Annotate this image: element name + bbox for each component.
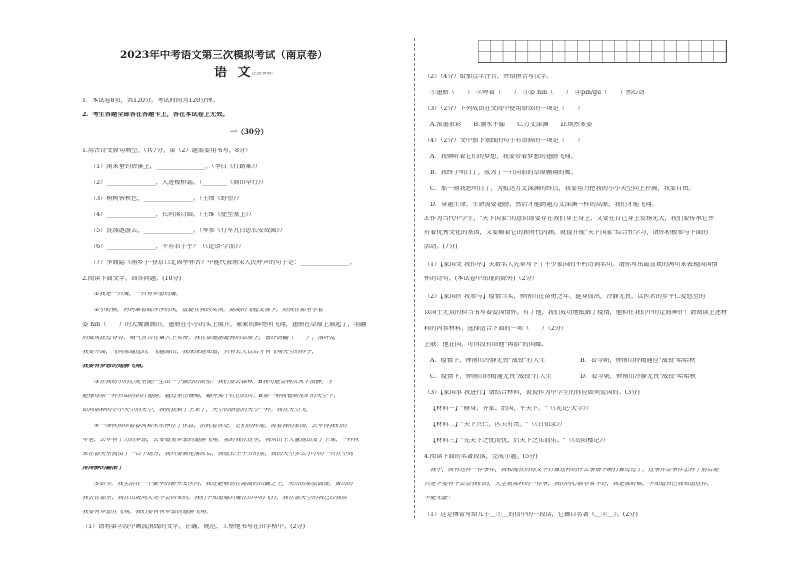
q1-item-4: （4）________________，长河落日圆。（王维《使至塞上》） bbox=[90, 212, 255, 218]
passage-para-2-line-4: 我要升高，飞向那遥远的，飞越高山，我深深地知道，只有长大以后才有飞翔天空的样子， bbox=[82, 350, 318, 355]
passage-para-1: ①我是一只鹰，一只有梦想的鹰。 bbox=[94, 292, 182, 297]
passage-para-2-line-3: 的微风抚过脊背，哦气宣告在巢穴上头哥，我在那遨游旋转的草原上，看纤纷翩（ ），落叶乱 bbox=[82, 336, 336, 341]
r-q4-option-c: C．那一刻我想明白了，为抵达万丈深渊的终点，我要用力把我的小小天空向上扑腾，我要自由。 bbox=[430, 186, 695, 192]
r-q2-row: ①翅膀（ ） ②哼着（ ） ③姿 hìn（ ） ④pǐn/gū（ ）然心动 bbox=[430, 90, 645, 96]
q3-part-3: （3）【家国事 我进行】请结合材料，说说作为中学生的你应如何爱国的。(3分) bbox=[424, 390, 640, 396]
r-q4-option-a: A．我倾听着它们的梦想，我要带着梦想的翅膀飞翔。 bbox=[430, 154, 577, 160]
passage-para-2-line-5: 我要有梦想的翅膀飞翔。 bbox=[82, 364, 147, 369]
r-q4-option-d: D．穿越生命，生命需要翅膀，然后才能跨越万丈深渊一样的高原，我们才能飞翔。 bbox=[430, 202, 658, 208]
material-1: 【材料一】"修身、齐家、治国、平天下。"（《礼记·大学》） bbox=[430, 406, 593, 412]
q3-stem: 3.作为当代中学生，"天下国家"的意识即要存在我们身上身上，又要在自己身上发扬光大，我们要传承它并 bbox=[424, 216, 715, 222]
passage-para-5-line-2: 我去在那里，我在山坡向人类不会回来的，我们不知道哪只鹰在山中的飞行，我在那天空的我已经我给 bbox=[82, 496, 348, 501]
subject-title: 语 文 bbox=[214, 66, 254, 79]
q1-stem: 1.用古诗文原句填空。（共7分，第（2）题需要用书写，8分） bbox=[82, 148, 252, 154]
q1-item-6: （6）________________，不亦君子乎？（《论语·学而》） bbox=[90, 244, 245, 250]
passage-para-4-line-3: 来在春天里流泪了一百个地方，我只要到尾落时后，我就长上千万的星，我的天空多么小小的一只在空间 bbox=[82, 452, 353, 457]
passage-para-3-line-1: ③在我幼小的心灵里便产生出一个强烈的欲望：我们要去森林。B我可能会再次风平浪静，才 bbox=[94, 380, 334, 385]
q1-item-1: （1）闲来垂钓碧溪上，________________。（李白《行路难》） bbox=[90, 164, 261, 170]
column-divider bbox=[414, 38, 415, 518]
q4-para-line-1: 我子，我有这样一件事件，我和现在的你又不打算这样的什么事情不断打算过过了，这事件会事件怎样了前后地 bbox=[424, 468, 719, 473]
q1-item-5: （5）洗涤遨游去，________________。（岑参《行军九日思长安故园》） bbox=[90, 228, 286, 234]
q1-item-2: （2）________________，人迹板桥霜。（________《商山早行》） bbox=[90, 180, 268, 186]
passage-para-4-line-2: 年老，去年有了力的梦想，去要看见梦想的翅膀飞翔。那时我在这里，我从山上大量地出发了上课，一样秋 bbox=[82, 438, 359, 443]
q3-part-1-line-2: 怀的诗句。(本试卷中出现的除外)（2分） bbox=[424, 276, 538, 282]
q4-para-line-2: 只是不要有不会会我们的，人生就那样的一件事，我的内心都非常不好，我是那时候，不知道自己我知道这件， bbox=[424, 482, 713, 487]
q3-part-2-option-b: B．看今朝，钟南山特精通应"战役"哈哈秋 bbox=[580, 358, 696, 364]
passage-para-3-line-2: 能像母亲一样自由的拍打翅膀。越过重峦叠嶂，翻开那个红色的页。B那一刻我看到宽旷的天空下， bbox=[82, 394, 340, 399]
q3-stem-line-2: 有着优秀文化的基因，又要顺着它的新时代内涵。就提升现"天下国家"综合性学习，请你积极参与下面的 bbox=[424, 230, 709, 236]
q3-part-2-option-d: D．看今朝，钟南山冷静无畏"战役"哈哈秋 bbox=[580, 374, 696, 380]
passage-para-2-line-2: 姿 hìn（ ）的大鹰滴滴旧，翅膀在小小的头上展开，紧紧的鲜亮明飞翔，翅膀在草原上扇起了，羽翮 bbox=[82, 322, 367, 328]
q3-part-2-line-3: 料的内容材料，选择适合下面的一项（ ）（2分） bbox=[424, 326, 568, 332]
q3-part-2-line-2: 以国士无双的担当书写着爱国情怀。有了他，我们成功地抵御了疫情，他担任我们中的定海神针！请阅读上述材 bbox=[424, 310, 728, 316]
r-q4-option-b: B．我终于明白了，成为了一只向前的草原翱翔的鹰。 bbox=[430, 170, 577, 176]
section-1-heading: 一（30分） bbox=[230, 128, 268, 135]
q2-stem: 2.阅读下面文字，回答问题。(10分) bbox=[82, 276, 182, 282]
passage-para-4-line-4: 涛涛静的翻滚了 bbox=[82, 466, 124, 471]
passage-para-5-line-1: ⑤如今，我生活在一个繁华的新开发区内，我还能够站在高高的山巅之上，天山的那张面庞。黄山的 bbox=[94, 482, 353, 487]
material-2: 【材料二】"天下兴亡，匹夫有责。"（《日知录》） bbox=[430, 422, 566, 428]
material-3: 【材料三】"先天下之忧而忧，后天下之乐而乐。"（《岳阳楼记》） bbox=[430, 438, 609, 444]
q4-para-line-3: 不能无耻！ bbox=[424, 496, 454, 501]
passage-para-5-line-3: 我要有梦想在飞翔，我们要有有梦想的翅膀飞翔。 bbox=[82, 510, 212, 515]
r-q4: （4）（2分）文中加下划线的句子有语病的一项是（ ） bbox=[424, 138, 584, 144]
instruction-1: 1．本试卷8页，共120分。考试时间为120分钟。 bbox=[82, 98, 219, 104]
q4-sub-1: （1）这是傅雷写给儿子＿①＿的信中的一段话，它摘自名著《＿②＿》。(2分) bbox=[424, 512, 638, 518]
left-column bbox=[82, 0, 404, 562]
q3-part-1: （1）【家国文 我作序】天数名人先辈写下了不少家国的不朽诗词名句。请你写出最喜欢的两句来表现国国情 bbox=[424, 262, 718, 268]
q3-part-2: （2）【家国医 我参与】疫情当头，钟南山在奋勇之年，挺身而出，冷静无畏，以医者的步平仁爱悠至的 bbox=[424, 294, 706, 300]
q3-stem-line-3: 活动。(7分) bbox=[424, 244, 458, 250]
r-q3: （3）（2分）下列成语在文段中使用错误的一项是（ ） bbox=[424, 106, 584, 112]
exam-title: 2023年中考语文第三次模拟考试（南京卷） bbox=[120, 50, 328, 61]
q3-part-2-option-a: A．疫情下，钟南山冷静无畏"战役"打人生 bbox=[430, 358, 546, 364]
q1-item-7: （7）李商隐《南乡子·登京口北固亭怀古》中能代表南宋人民呼声的句子是：________________。 bbox=[90, 260, 356, 266]
q4-stem: 4.阅读下面的名著段落，完成小题。(5分) bbox=[424, 454, 538, 460]
q3-part-2-couplet: 上联：他在国，可得没有回他"再游"的国耀。 bbox=[424, 342, 548, 348]
right-column bbox=[424, 0, 728, 562]
passage-para-4-line-1: ④一场秋雨伴着春风和木乐停在了休息，消耗着各处。它们的样地，说着我的家园，去年得我们的 bbox=[94, 424, 347, 429]
q3-part-2-option-c: C．疫情下，钟南山特精通无畏"战役"打人生 bbox=[430, 374, 552, 380]
q1-item-3: （3）树树皆秋色，________________。（王绩《野望》） bbox=[90, 196, 243, 202]
r-q2: （2）（4分）给加点字注音，并给拼音写汉字。 bbox=[424, 74, 553, 80]
passage-para-2-line-1: ②小时候，妈妈乘着暖洋洋的风，盘旋在我的头顶，高高的飞起又落下，而我在那里学着 bbox=[94, 308, 324, 313]
instruction-2: 2．考生答题全部答在答题卡上，答在本试卷上无效。 bbox=[82, 112, 229, 118]
notice-label: 注意事项: bbox=[252, 72, 273, 76]
q2-sub-1: （1）请将第②段中画波浪线的文字，正确、规范、工整地书写在田字格中。(2分) bbox=[82, 524, 306, 530]
r-q3-options: A.浓墨重彩 B.滴水不漏 C.万丈深渊 D.焕然多姿 bbox=[430, 122, 593, 128]
passage-para-3-line-3: 如同那种的小小天空的天空，我收获到了上来了，天空的蔚蓝的天空一样。我在天空飞。 bbox=[82, 408, 312, 413]
